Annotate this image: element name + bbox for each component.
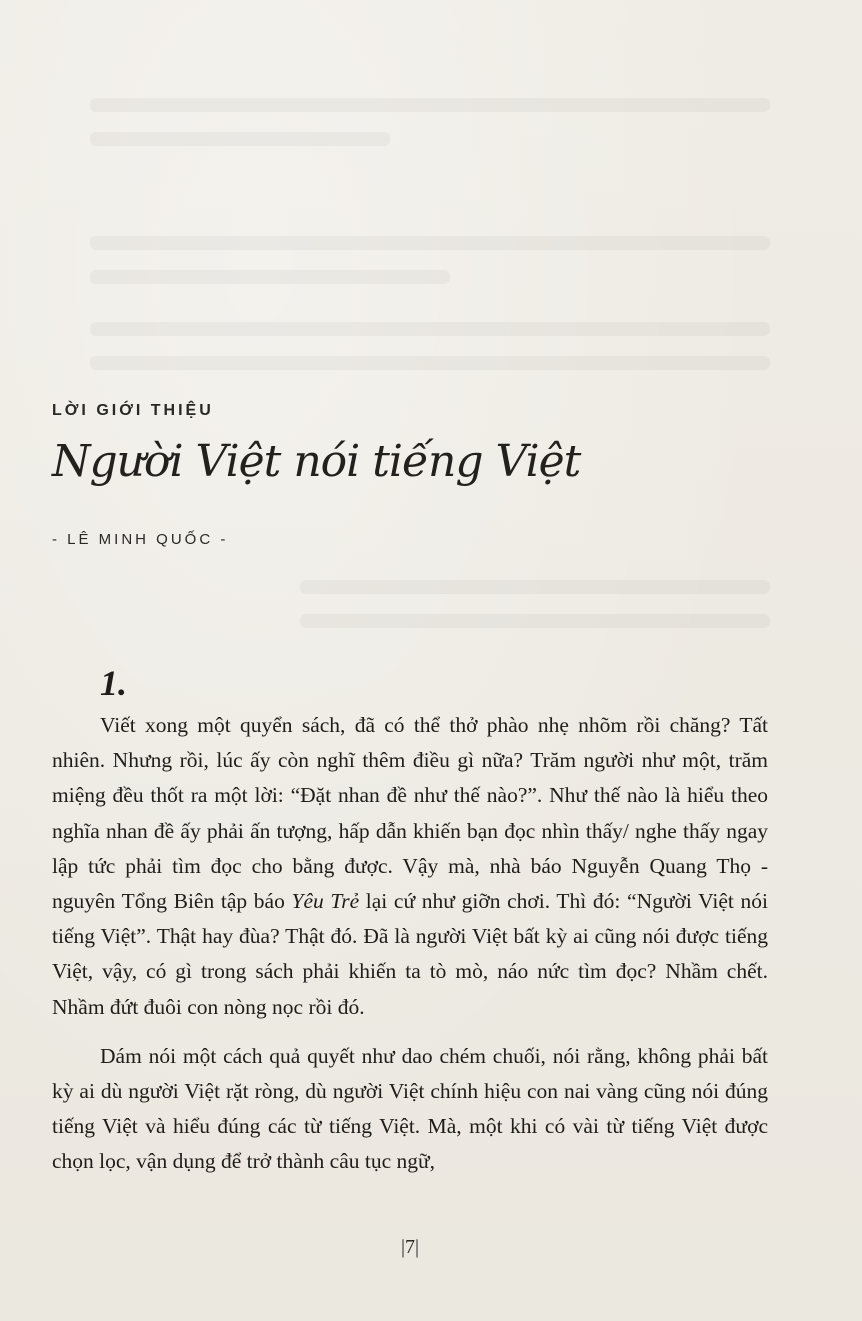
section-label: LỜI GIỚI THIỆU [52, 402, 214, 419]
author-name: - LÊ MINH QUỐC - [52, 531, 229, 548]
paragraph-text: Viết xong một quyển sách, đã có thể thở phào nhẹ nhõm rồi chăng? Tất nhiên. Nhưng rồi, lúc ấy còn nghĩ thêm điều gì nữa? Trăm người như một, trăm miệng đều thốt ra một lời: “Đặt nhan đề như thế nào?”. Như thế nào là hiểu theo nghĩa nhan đề ấy phải ấn tượng, hấp dẫn khiến bạn đọc nhìn thấy/ nghe thấy ngay lập tức phải tìm đọc cho bằng được. Vậy mà, nhà báo Nguyễn Quang Thọ - nguyên Tổng Biên tập báo [52, 713, 768, 914]
page-title: Người Việt nói tiếng Việt [52, 436, 581, 487]
bleed-through-line [90, 236, 770, 250]
bleed-through-line [300, 580, 770, 594]
bleed-through-line [90, 132, 390, 146]
publication-name: Yêu Trẻ [291, 889, 360, 914]
bleed-through-line [90, 356, 770, 370]
paragraph-text: Dám nói một cách quả quyết như dao chém chuối, nói rằng, không phải bất kỳ ai dù người Việt rặt ròng, dù người Việt chính hiệu con nai vàng cũng nói đúng tiếng Việt và hiểu đúng các từ tiếng Việt. Mà, một khi có vài từ tiếng Việt được chọn lọc, vận dụng để trở thành câu tục ngữ, [52, 1043, 768, 1174]
page-number: |7| [400, 1236, 419, 1258]
paragraph [52, 708, 768, 1025]
bleed-through-line [90, 270, 450, 284]
section-number: 1. [100, 663, 127, 703]
body-text [52, 708, 768, 1180]
bleed-through-line [90, 98, 770, 112]
bleed-through-line [300, 614, 770, 628]
bleed-through-line [90, 322, 770, 336]
paragraph [52, 1039, 768, 1180]
paragraph-text: lại cứ như giỡn chơi. Thì đó: “Người Việt nói tiếng Việt”. Thật hay đùa? Thật đó. Đã là người Việt bất kỳ ai cũng nói được tiếng Việt, vậy, có gì trong sách phải khiến ta tò mò, náo nức tìm đọc? Nhầm chết. Nhầm đứt đuôi con nòng nọc rồi đó. [52, 889, 768, 1019]
